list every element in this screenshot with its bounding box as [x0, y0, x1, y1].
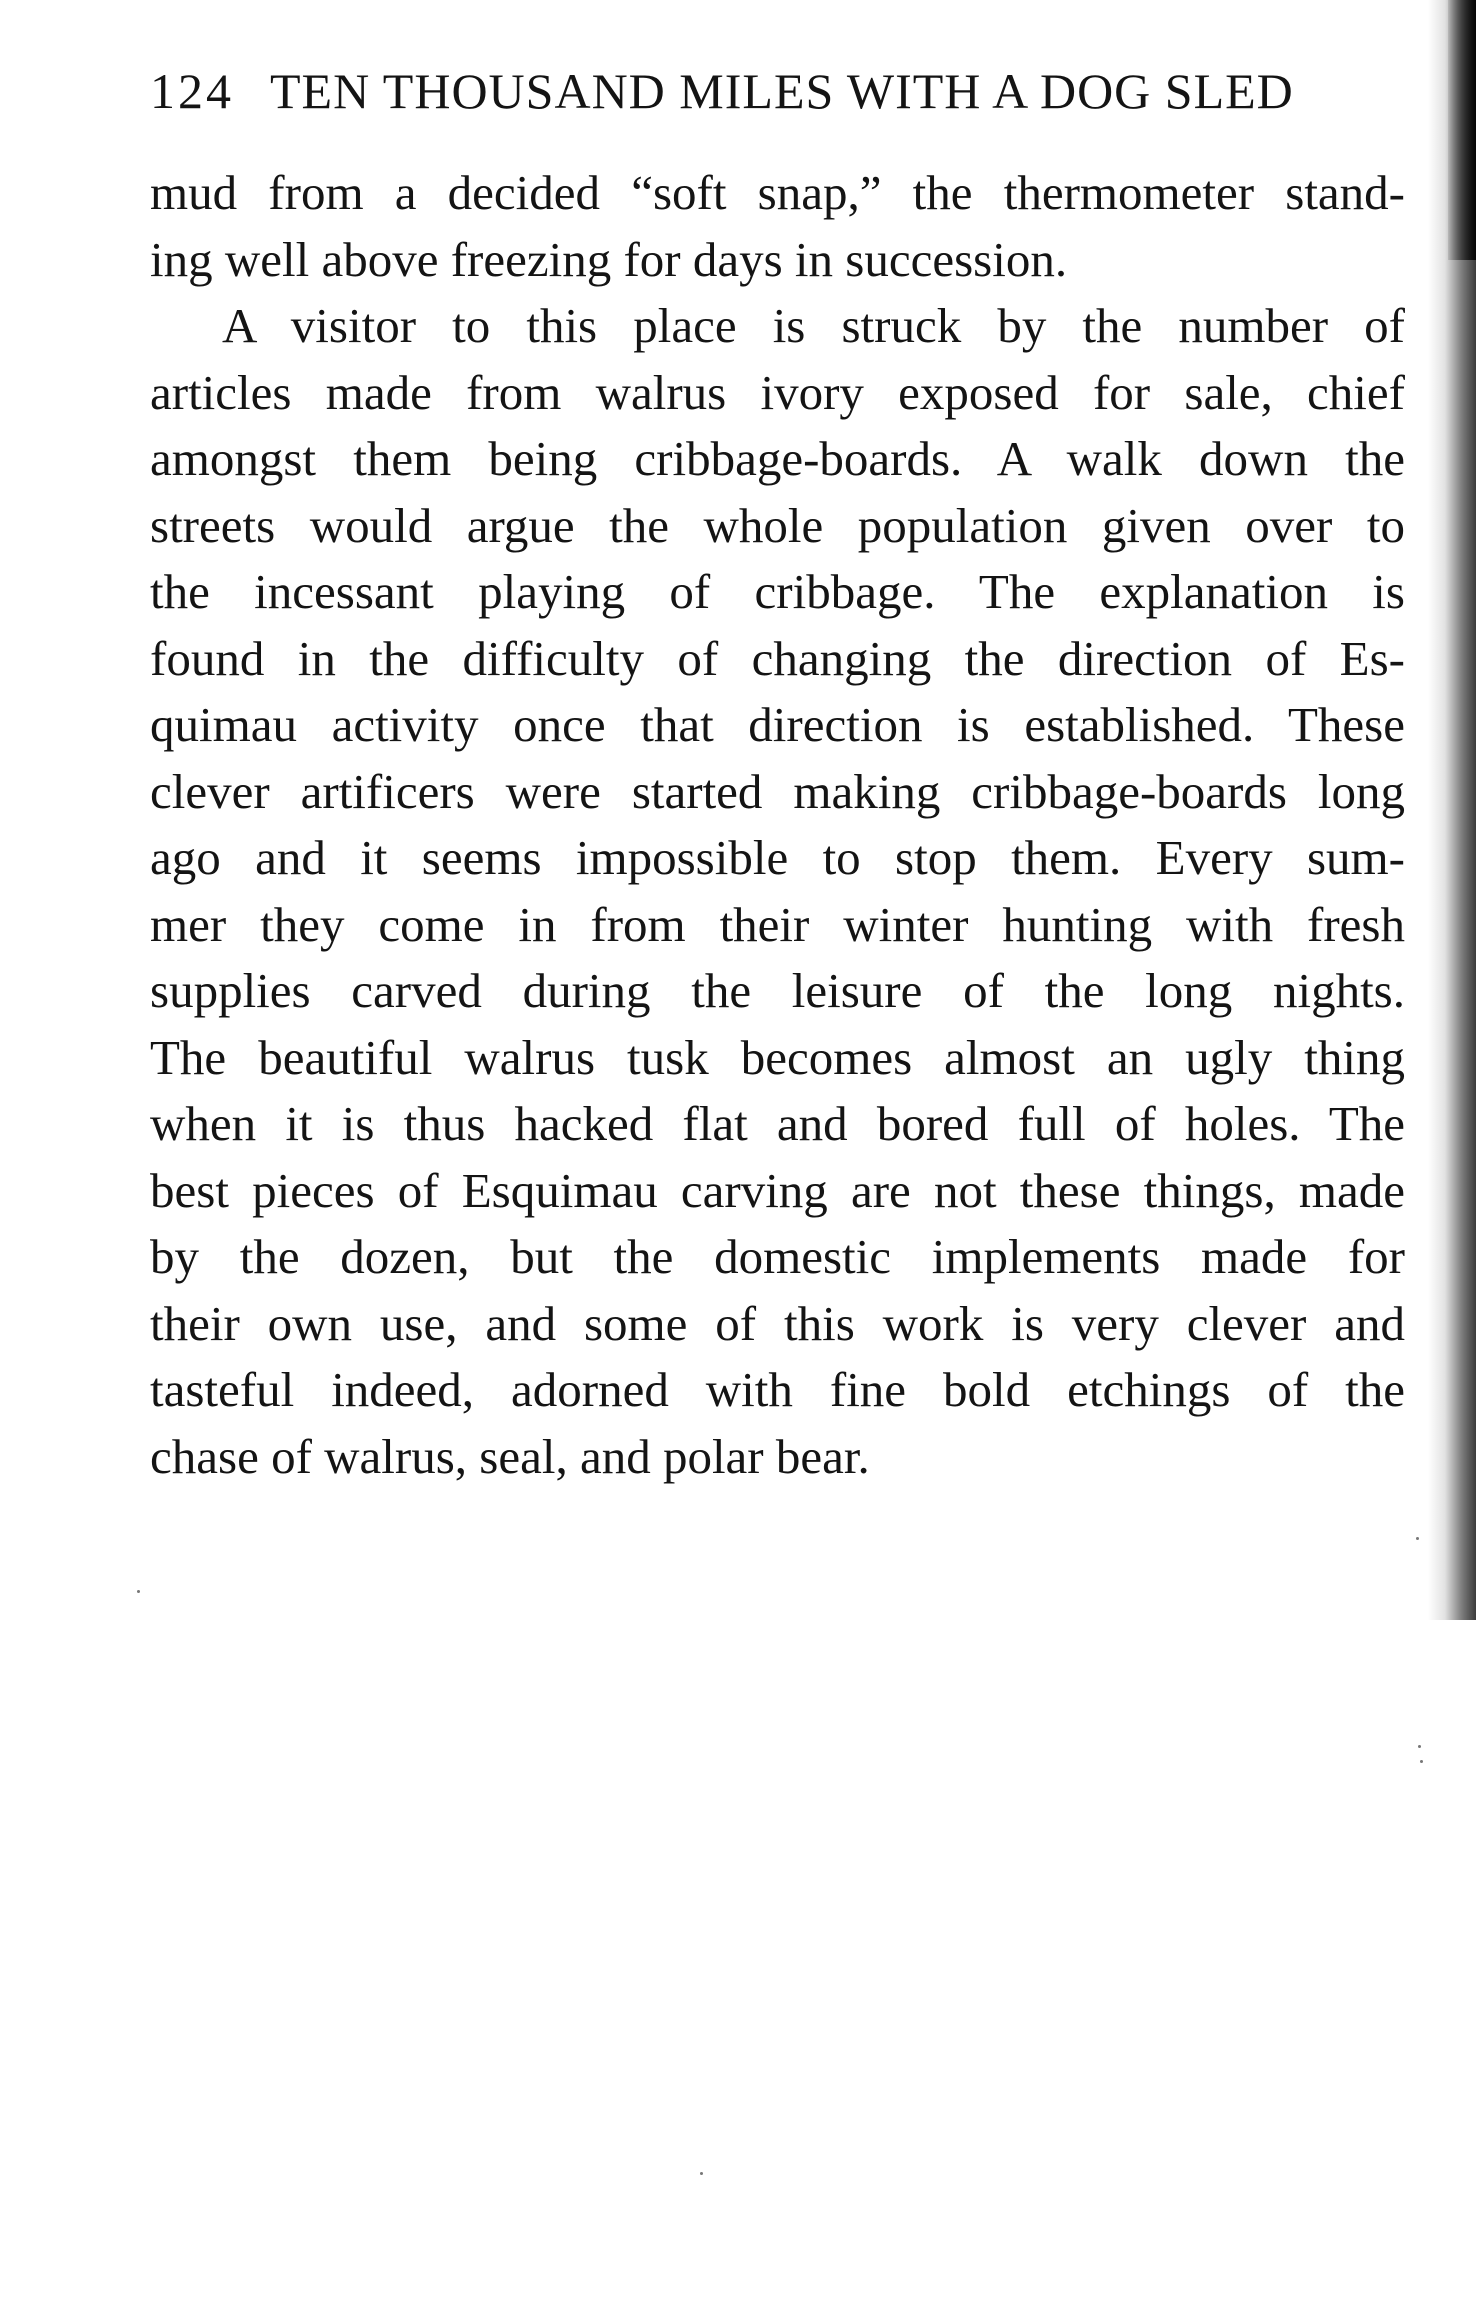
text-line: chase of walrus, seal, and polar bear. — [150, 1428, 870, 1484]
page-number: 124 — [150, 63, 234, 119]
body-text — [150, 160, 1405, 1490]
text-line: when it is thus hacked flat and bored full of holes. The — [150, 1096, 1405, 1151]
running-head — [150, 56, 1400, 126]
text-line: streets would argue the whole population given over to — [150, 497, 1405, 553]
text-line: best pieces of Esquimau carving are not these things, made — [150, 1162, 1405, 1218]
text-line: quimau activity once that direction is established. These — [150, 697, 1405, 752]
text-line: mud from a decided “soft snap,” the thermometer stand- — [150, 165, 1405, 220]
paper-speck — [1420, 1760, 1423, 1763]
text-line: their own use, and some of this work is very clever and — [150, 1295, 1405, 1351]
text-line: the incessant playing of cribbage. The explanation is — [150, 564, 1405, 619]
text-line: ago and it seems impossible to stop them. Every sum- — [150, 830, 1405, 885]
text-line: clever artificers were started making cribbage-boards long — [150, 763, 1405, 819]
text-line: amongst them being cribbage-boards. A walk down the — [150, 431, 1405, 486]
paragraph-start-line: A visitor to this place is struck by the number of — [222, 298, 1405, 353]
text-line: found in the difficulty of changing the direction of Es- — [150, 630, 1405, 686]
text-line: mer they come in from their winter hunting with fresh — [150, 896, 1405, 952]
paper-speck — [1416, 1537, 1419, 1540]
text-line: supplies carved during the leisure of the long nights. — [150, 963, 1405, 1018]
running-title: TEN THOUSAND MILES WITH A DOG SLED — [270, 63, 1294, 119]
text-line: The beautiful walrus tusk becomes almost an ugly thing — [150, 1029, 1405, 1085]
text-line: tasteful indeed, adorned with fine bold etchings of the — [150, 1362, 1405, 1417]
paper-speck — [700, 2172, 703, 2175]
paper-speck — [137, 1590, 140, 1593]
text-line: ing well above freezing for days in succession. — [150, 231, 1068, 287]
gutter-shadow-top — [1448, 0, 1476, 260]
paper-speck — [1418, 1745, 1421, 1748]
text-line: articles made from walrus ivory exposed for sale, chief — [150, 364, 1405, 420]
text-line: by the dozen, but the domestic implements made for — [150, 1229, 1405, 1284]
